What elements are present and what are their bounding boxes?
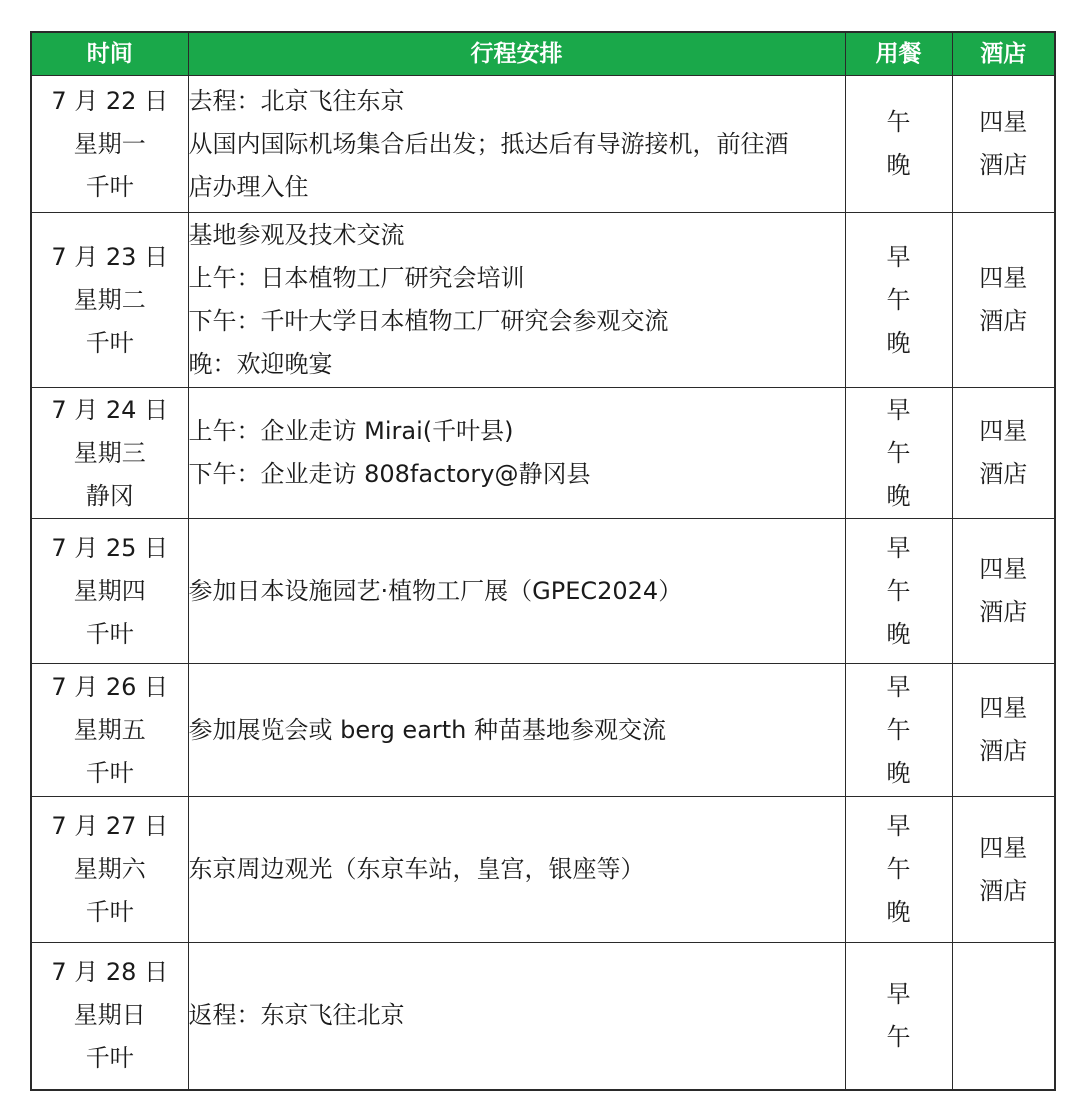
hotel-cell: [952, 519, 1055, 664]
schedule-cell-line: 店办理入住: [188, 172, 309, 201]
header-meals: 用餐: [845, 32, 952, 76]
meals-cell-line: 早: [886, 672, 911, 701]
time-cell: [31, 519, 188, 664]
meals-cell: [845, 797, 952, 943]
time-cell-line: 星期日: [73, 1001, 146, 1030]
meals-cell-line: 午: [886, 715, 911, 744]
meals-cell-line: 晚: [886, 481, 911, 510]
hotel-cell: [952, 388, 1055, 519]
meals-cell-line: 晚: [886, 619, 911, 648]
table-row: [31, 519, 1055, 664]
table-row: [31, 943, 1055, 1090]
header-time: 时间: [31, 32, 188, 76]
meals-cell-line: 晚: [886, 328, 911, 357]
schedule-cell: [188, 664, 845, 797]
time-cell-line: 星期三: [73, 438, 146, 467]
time-cell-line: 星期一: [73, 129, 146, 158]
hotel-cell-line: 四星: [979, 694, 1028, 722]
time-cell-line: 千叶: [85, 172, 134, 201]
meals-cell-line: 午: [886, 1022, 911, 1051]
time-cell: [31, 213, 188, 388]
hotel-cell: [952, 76, 1055, 213]
time-cell-line: 千叶: [85, 898, 134, 926]
meals-cell-line: 午: [886, 576, 911, 605]
time-cell-line: 星期五: [73, 715, 146, 744]
meals-cell: [845, 213, 952, 388]
schedule-cell-line: 参加展览会或 berg earth 种苗基地参观交流: [188, 715, 667, 744]
meals-cell-line: 晚: [886, 151, 911, 179]
itinerary-body: [31, 76, 1055, 1090]
time-cell-line: 星期四: [73, 576, 146, 605]
schedule-cell: [188, 76, 845, 213]
table-row: [31, 76, 1055, 213]
header-hotel: 酒店: [952, 32, 1055, 76]
schedule-cell: [188, 519, 845, 664]
meals-cell: [845, 388, 952, 519]
time-cell-line: 千叶: [85, 1044, 134, 1073]
time-cell: [31, 664, 188, 797]
time-cell-line: 星期六: [73, 855, 146, 883]
time-cell: [31, 76, 188, 213]
table-row: [31, 664, 1055, 797]
time-cell-line: 7 月 25 日: [51, 533, 169, 562]
header-row: [31, 32, 1055, 76]
time-cell: [31, 388, 188, 519]
schedule-cell-line: 晚：欢迎晚宴: [188, 350, 333, 378]
schedule-cell-line: 参加日本设施园艺·植物工厂展（GPEC2024）: [188, 576, 683, 605]
hotel-cell: [952, 797, 1055, 943]
time-cell-line: 千叶: [85, 758, 134, 787]
schedule-cell-line: 上午：日本植物工厂研究会培训: [188, 264, 525, 292]
time-cell: [31, 797, 188, 943]
meals-cell-line: 晚: [886, 898, 911, 926]
schedule-cell: [188, 797, 845, 943]
hotel-cell-line: 四星: [979, 833, 1028, 862]
meals-cell-line: 早: [886, 979, 911, 1008]
schedule-cell: [188, 213, 845, 388]
time-cell-line: 7 月 22 日: [51, 86, 169, 115]
meals-cell-line: 午: [886, 855, 911, 883]
time-cell-line: 7 月 24 日: [51, 395, 169, 424]
hotel-cell-line: 四星: [979, 555, 1028, 583]
itinerary-table: [30, 31, 1056, 1091]
hotel-cell: [952, 943, 1055, 1090]
schedule-cell: [188, 388, 845, 519]
meals-cell-line: 早: [886, 395, 911, 424]
hotel-cell-line: 酒店: [979, 876, 1028, 905]
meals-cell: [845, 76, 952, 213]
header-schedule: 行程安排: [188, 32, 845, 76]
schedule-cell-line: 下午：企业走访 808factory@静冈县: [188, 460, 591, 488]
meals-cell-line: 早: [886, 242, 911, 271]
schedule-cell-line: 东京周边观光（东京车站，皇宫，银座等）: [188, 855, 645, 883]
hotel-cell-line: 四星: [979, 417, 1028, 445]
hotel-cell-line: 酒店: [979, 737, 1028, 765]
time-cell-line: 7 月 23 日: [51, 242, 169, 271]
schedule-cell: [188, 943, 845, 1090]
time-cell: [31, 943, 188, 1090]
schedule-cell-line: 下午：千叶大学日本植物工厂研究会参观交流: [188, 307, 669, 335]
hotel-cell-line: 酒店: [979, 598, 1028, 626]
hotel-cell: [952, 664, 1055, 797]
table-row: [31, 797, 1055, 943]
meals-cell-line: 晚: [886, 758, 911, 787]
meals-cell-line: 午: [886, 285, 911, 314]
table-row: [31, 388, 1055, 519]
schedule-cell-line: 从国内国际机场集合后出发；抵达后有导游接机，前往酒: [188, 129, 789, 158]
time-cell-line: 静冈: [85, 481, 134, 510]
meals-cell-line: 午: [886, 438, 911, 467]
time-cell-line: 7 月 26 日: [51, 672, 169, 701]
hotel-cell: [952, 213, 1055, 388]
time-cell-line: 千叶: [85, 328, 134, 357]
meals-cell: [845, 519, 952, 664]
hotel-cell-line: 酒店: [979, 151, 1028, 179]
meals-cell-line: 午: [886, 108, 911, 136]
hotel-cell-line: 四星: [979, 108, 1028, 136]
schedule-cell-line: 基地参观及技术交流: [188, 221, 405, 249]
hotel-cell-line: 四星: [979, 264, 1028, 292]
meals-cell: [845, 943, 952, 1090]
meals-cell-line: 早: [886, 533, 911, 562]
time-cell-line: 7 月 27 日: [51, 812, 169, 840]
hotel-cell-line: 酒店: [979, 460, 1028, 488]
schedule-cell-line: 返程：东京飞往北京: [188, 1001, 405, 1030]
time-cell-line: 7 月 28 日: [51, 958, 169, 987]
meals-cell: [845, 664, 952, 797]
meals-cell-line: 早: [886, 812, 911, 840]
table-row: [31, 213, 1055, 388]
time-cell-line: 星期二: [73, 285, 146, 314]
time-cell-line: 千叶: [85, 619, 134, 648]
schedule-cell-line: 上午：企业走访 Mirai(千叶县): [188, 417, 514, 445]
hotel-cell-line: 酒店: [979, 307, 1028, 335]
schedule-cell-line: 去程：北京飞往东京: [188, 86, 405, 115]
